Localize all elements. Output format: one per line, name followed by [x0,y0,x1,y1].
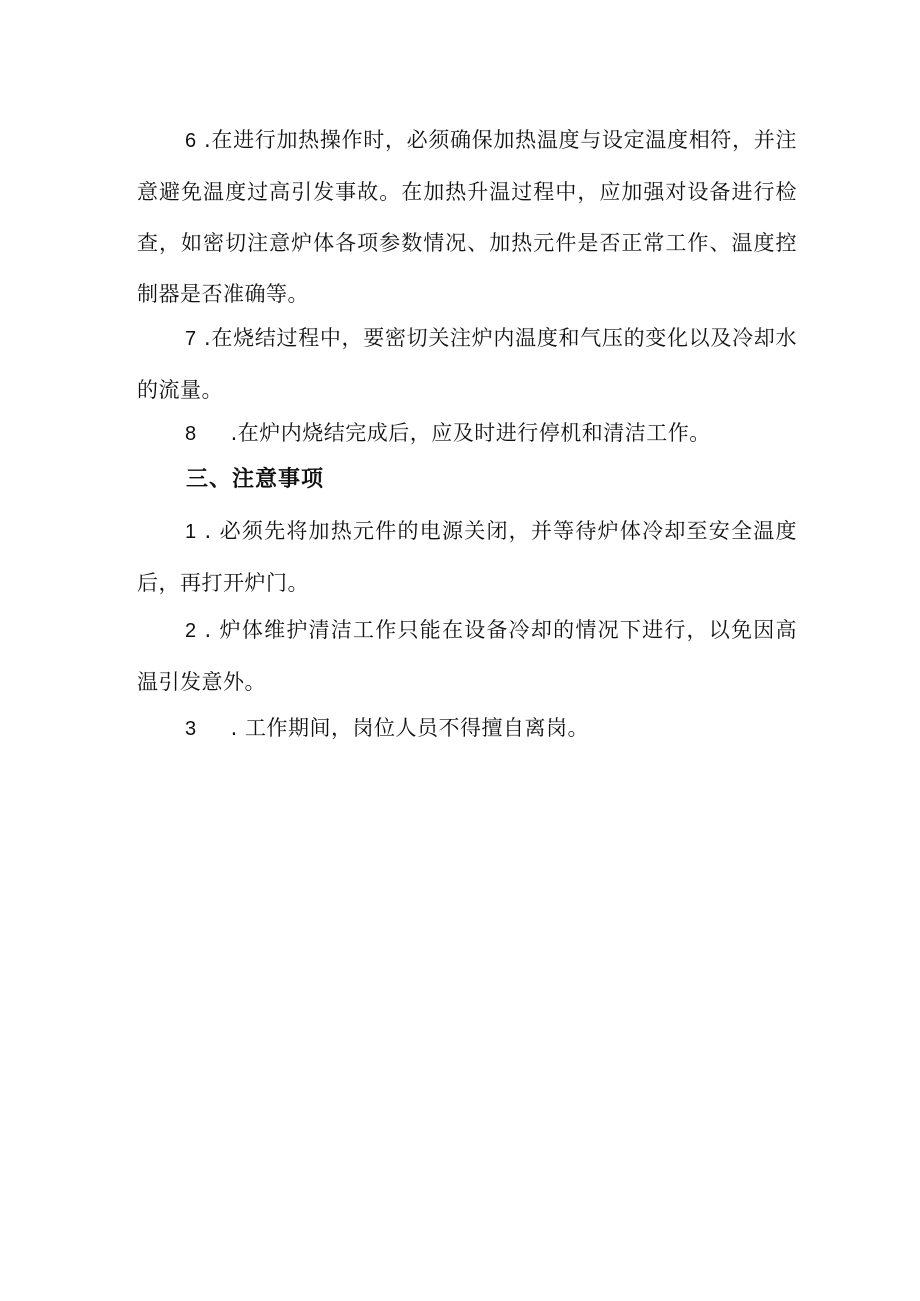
note-text: . 必须先将加热元件的电源关闭，并等待炉体冷却至安全温度后，再打开炉门。 [137,519,797,595]
item-number: 8 [185,423,197,445]
item-text: .在进行加热操作时，必须确保加热温度与设定温度相符，并注意避免温度过高引发事故。在加热升温过程中，应加强对设备进行检查，如密切注意炉体各项参数情况、加热元件是否正常工作、温度控制器是否准确等。 [137,128,797,306]
paragraph-item-7 [137,313,797,416]
paragraph-item-6 [137,115,797,320]
paragraph-item-8 [137,408,797,460]
note-number: 3 [185,718,197,740]
note-number: 2 [185,620,197,642]
item-number: 7 [185,328,197,350]
note-text: . 工作期间，岗位人员不得擅自离岗。 [230,716,589,740]
paragraph-note-2 [137,605,797,708]
item-text: .在炉内烧结完成后，应及时进行停机和清洁工作。 [230,421,711,445]
note-text: . 炉体维护清洁工作只能在设备冷却的情况下进行，以免因高温引发意外。 [137,618,797,694]
paragraph-note-3 [137,703,797,755]
section-heading: 三、注意事项 [186,467,325,492]
item-number: 6 [185,130,197,152]
paragraph-note-1 [137,506,797,609]
item-text: .在烧结过程中，要密切关注炉内温度和气压的变化以及冷却水的流量。 [137,326,797,402]
note-number: 1 [185,521,197,543]
